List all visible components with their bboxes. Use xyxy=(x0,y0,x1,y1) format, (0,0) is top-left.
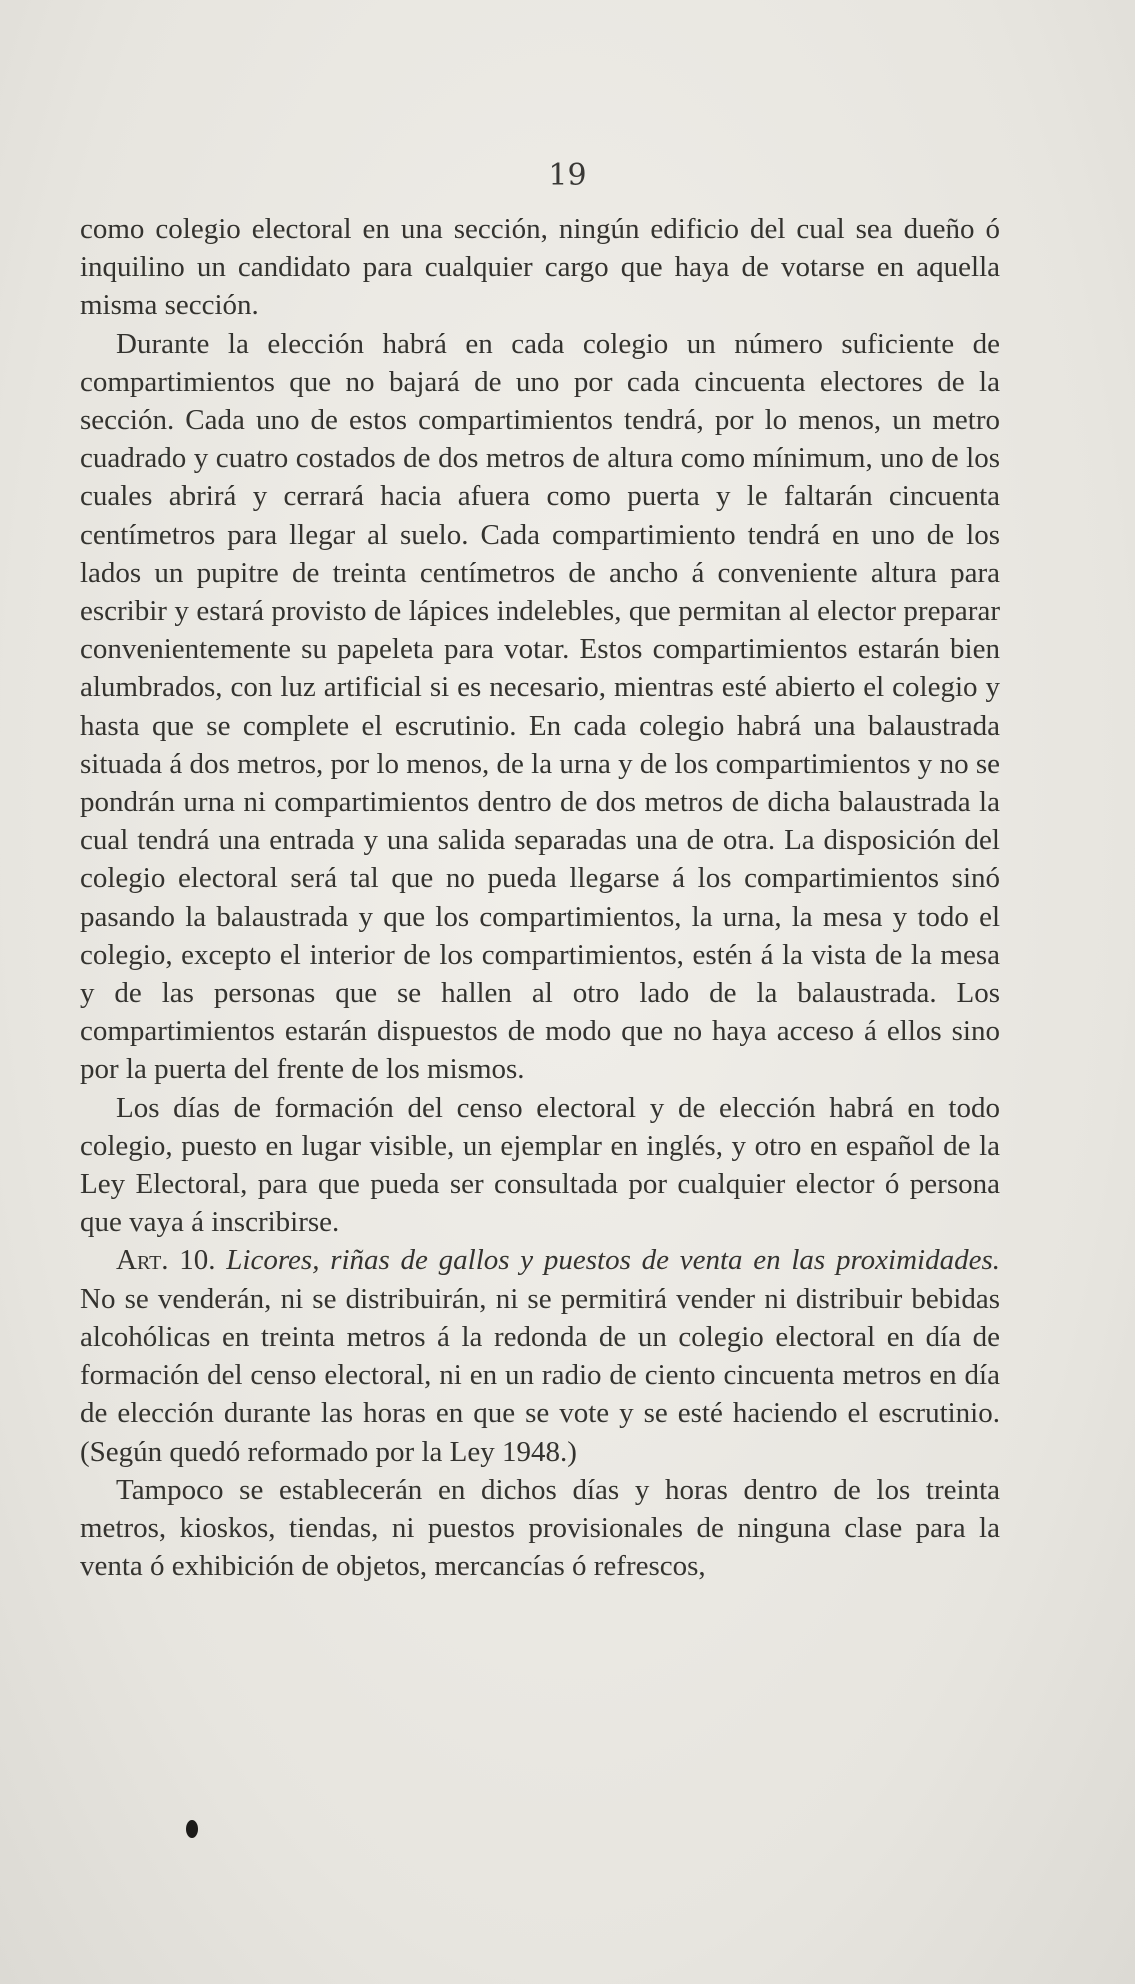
article-body: No se venderán, ni se distribuirán, ni se permitirá vender ni distribuir bebidas alcohólicas en treinta metros á la redonda de un colegio electoral en día de formación del censo electoral, ni en un radio de ciento cincuenta metros en día de elección durante las horas en que se vote y se esté haciendo el escrutinio. (Según quedó reformado por la Ley 1948.) xyxy=(80,1282,1000,1468)
article-title: Licores, riñas de gallos y puestos de venta en las proximidades. xyxy=(226,1244,1000,1277)
paragraph-compartments: Durante la elección habrá en cada colegio un número suficiente de compartimientos que no bajará de uno por cada cincuenta electores de la sección. Cada uno de estos compartimientos tendrá, por lo menos, un metro cuadrado y cuatro costados de dos metros de altura como mínimum, uno de los cuales abrirá y cerrará hacia afuera como puerta y le faltarán cincuenta centímetros para llegar al suelo. Cada compartimiento tendrá en uno de los lados un pupitre de treinta centímetros de ancho á conveniente altura para escribir y estará provisto de lápices indelebles, que permitan al elector preparar convenientemente su papeleta para votar. Estos compartimientos estarán bien alumbrados, con luz artificial si es necesario, mientras esté abierto el colegio y hasta que se complete el escrutinio. En cada colegio habrá una balaustrada situada á dos metros, por lo menos, de la urna y de los compartimientos y no se pondrán urna ni compartimientos dentro de dos metros de dicha balaustrada la cual tendrá una entrada y una salida separadas una de otra. La disposición del colegio electoral será tal que no pueda llegarse á los compartimientos sinó pasando la balaustrada y que los compartimientos, la urna, la mesa y todo el colegio, excepto el interior de los compartimientos, estén á la vista de la mesa y de las personas que se hallen al otro lado de la balaustrada. Los compartimientos estarán dispuestos de modo que no haya acceso á ellos sino por la puerta del frente de los mismos. xyxy=(80,327,1000,1086)
paragraph-article-10 xyxy=(80,1241,1000,1470)
ink-spot xyxy=(186,1820,198,1838)
page-number: 19 xyxy=(548,158,587,193)
paragraph-continuation: como colegio electoral en una sección, ningún edificio del cual sea dueño ó inquilino un candidato para cualquier cargo que haya de votarse en aquella misma sección. xyxy=(80,213,1000,322)
paragraph-kiosks: Tampoco se establecerán en dichos días y horas dentro de los treinta metros, kioskos, tiendas, ni puestos provisionales de ninguna clase para la venta ó exhibición de objetos, mercancías ó refrescos, xyxy=(80,1473,1000,1583)
paragraph-law-copy: Los días de formación del censo electoral y de elección habrá en todo colegio, puesto en lugar visible, un ejemplar en inglés, y otro en español de la Ley Electoral, para que pueda ser consultada por cualquier elector ó persona que vaya á inscribirse. xyxy=(80,1091,1000,1239)
article-label: Art. 10. xyxy=(116,1244,216,1277)
body-text xyxy=(80,210,1000,1585)
